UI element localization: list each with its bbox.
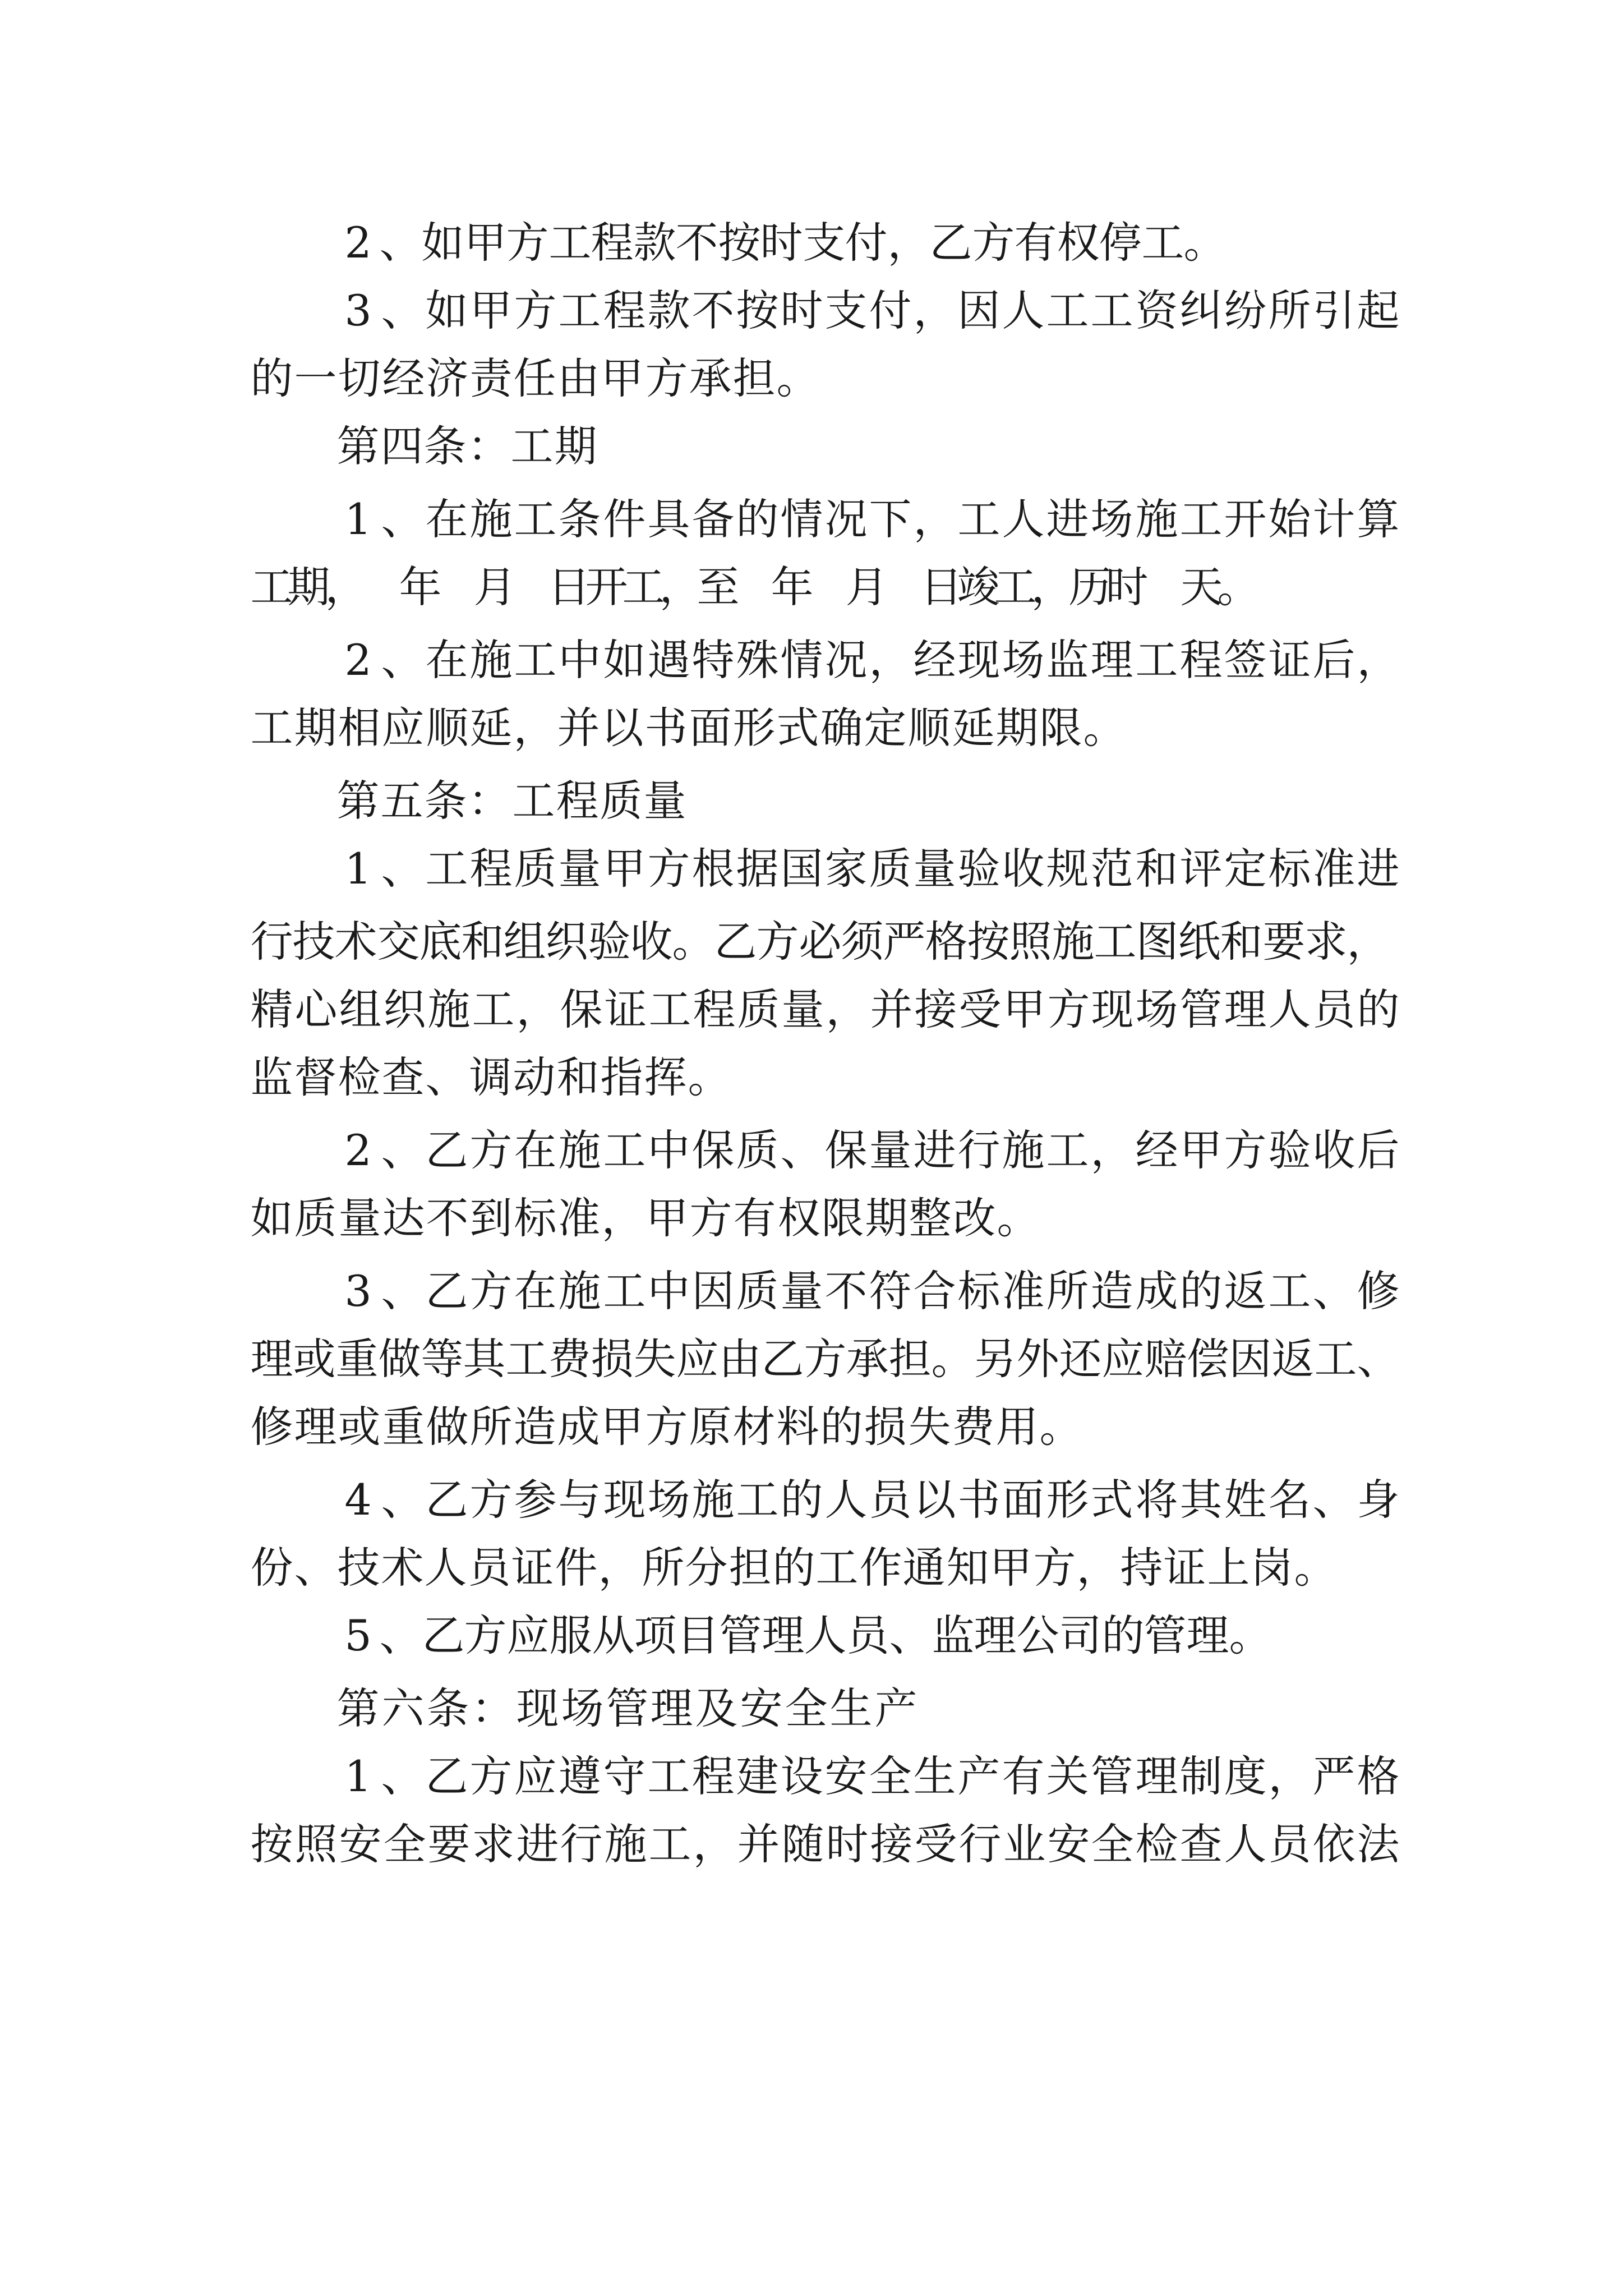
text-line-1 xyxy=(336,211,1227,274)
text-line-14 xyxy=(336,1119,1400,1182)
text-line-2-text: 3 、 如 甲 方 工 程 款 不 按 时 支 付 ， 因 人 工 工 资 纠 纷 所 引 起 xyxy=(344,286,1400,335)
text-line-2 xyxy=(336,279,1400,342)
text-line-17 xyxy=(250,1328,1400,1391)
text-line-10 xyxy=(336,838,1400,900)
text-line-6 xyxy=(250,556,1260,619)
text-line-14-text: 2 、 乙 方 在 施 工 中 保 质 、 保 量 进 行 施 工 ， 经 甲 方 验 收 后 xyxy=(344,1125,1400,1175)
text-line-20-text: 份 、 技 术 人 员 证 件 ， 所 分 担 的 工 作 通 知 甲 方 ， 持 证 上 岗 。 xyxy=(250,1543,1337,1593)
text-line-21 xyxy=(336,1604,1272,1667)
text-line-12 xyxy=(250,978,1400,1041)
text-line-11-text: 行 技 术 交 底 和 组 织 验 收 。 乙 方 必 须 严 格 按 照 施 工 图 纸 和 要 求 ， xyxy=(250,917,1390,967)
text-line-17-text: 理 或 重 做 等 其 工 费 损 失 应 由 乙 方 承 担 。 另 外 还 应 赔 偿 因 返 工 、 xyxy=(250,1334,1400,1384)
text-line-15 xyxy=(250,1187,1040,1250)
text-line-3-text: 的 一 切 经 济 责 任 由 甲 方 承 担 。 xyxy=(250,353,819,403)
text-line-24 xyxy=(250,1813,1400,1876)
text-line-8-text: 工 期 相 应 顺 延 ， 并 以 书 面 形 式 确 定 顺 延 期 限 。 xyxy=(250,703,1126,753)
text-line-15-text: 如 质 量 达 不 到 标 准 ， 甲 方 有 权 限 期 整 改 。 xyxy=(250,1193,1040,1243)
text-line-16 xyxy=(336,1260,1400,1323)
text-line-16-text: 3 、 乙 方 在 施 工 中 因 质 量 不 符 合 标 准 所 造 成 的 返 工 、 修 xyxy=(344,1266,1400,1316)
text-line-13-text: 监 督 检 查 、 调 动 和 指 挥 。 xyxy=(250,1052,731,1102)
text-line-12-text: 精 心 组 织 施 工 ， 保 证 工 程 质 量 ， 并 接 受 甲 方 现 场 管 理 人 员 的 xyxy=(250,984,1400,1034)
text-line-6-text: 工 期 ， 年 月 日 开 工 ， 至 年 月 日 竣 工 ， 历 时 天 。 xyxy=(250,562,1260,612)
text-line-3 xyxy=(250,347,819,410)
text-line-23-text: 1 、 乙 方 应 遵 守 工 程 建 设 安 全 生 产 有 关 管 理 制 度 ， 严 格 xyxy=(344,1751,1400,1801)
text-line-13 xyxy=(250,1046,731,1109)
text-line-8 xyxy=(250,697,1126,760)
text-line-9-text: 第 五 条 ： 工 程 质 量 xyxy=(336,776,686,826)
text-line-22 xyxy=(336,1677,917,1740)
text-line-7 xyxy=(336,629,1400,692)
text-line-4-text: 第 四 条 ： 工 期 xyxy=(336,421,597,471)
text-line-10-text: 1 、 工 程 质 量 甲 方 根 据 国 家 质 量 验 收 规 范 和 评 定 标 准 进 xyxy=(344,844,1400,894)
text-line-1-text: 2 、 如 甲 方 工 程 款 不 按 时 支 付 ， 乙 方 有 权 停 工 。 xyxy=(344,218,1227,268)
text-line-5 xyxy=(336,488,1400,551)
text-line-11 xyxy=(250,910,1390,973)
text-line-22-text: 第 六 条 ： 现 场 管 理 及 安 全 生 产 xyxy=(336,1683,917,1733)
text-line-19-text: 4 、 乙 方 参 与 现 场 施 工 的 人 员 以 书 面 形 式 将 其 姓 名 、 身 xyxy=(344,1475,1400,1525)
text-line-20 xyxy=(250,1536,1337,1599)
text-line-24-text: 按 照 安 全 要 求 进 行 施 工 ， 并 随 时 接 受 行 业 安 全 检 查 人 员 依 法 xyxy=(250,1819,1400,1869)
text-line-19 xyxy=(336,1469,1400,1531)
text-line-4 xyxy=(336,415,597,478)
text-line-23 xyxy=(336,1745,1400,1808)
text-line-5-text: 1 、 在 施 工 条 件 具 备 的 情 况 下 ， 工 人 进 场 施 工 开 始 计 算 xyxy=(344,494,1400,544)
text-line-18-text: 修 理 或 重 做 所 造 成 甲 方 原 材 料 的 损 失 费 用 。 xyxy=(250,1402,1082,1452)
text-line-18 xyxy=(250,1396,1082,1458)
text-line-21-text: 5 、 乙 方 应 服 从 项 目 管 理 人 员 、 监 理 公 司 的 管 理 。 xyxy=(344,1611,1272,1660)
text-line-9 xyxy=(336,770,686,832)
text-line-7-text: 2 、 在 施 工 中 如 遇 特 殊 情 况 ， 经 现 场 监 理 工 程 签 证 后 ， xyxy=(344,635,1400,685)
